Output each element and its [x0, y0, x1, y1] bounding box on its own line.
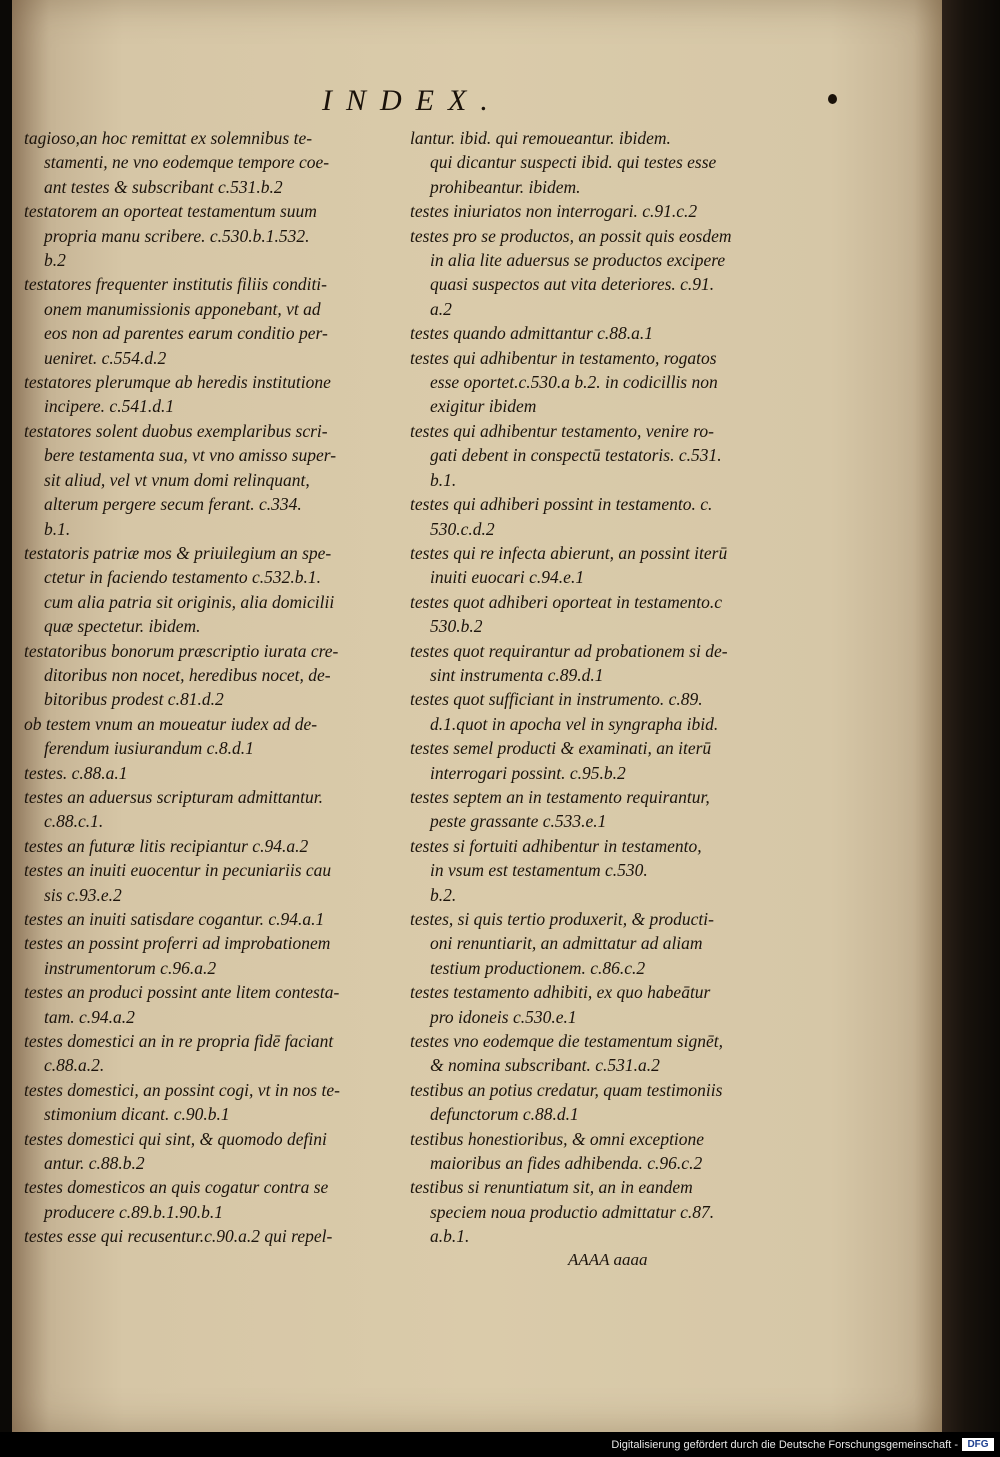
index-entry-line: esse oportet.c.530.a b.2. in codicillis non: [430, 372, 718, 393]
index-entry: [24, 785, 396, 834]
index-entry-line: qui dicantur suspecti ibid. qui testes esse: [430, 152, 717, 173]
index-entry-line: testatores plerumque ab heredis institutione: [24, 372, 331, 393]
index-entry-line: bitoribus prodest c.81.d.2: [44, 689, 224, 710]
index-entry-line: testatores frequenter institutis filiis conditi-: [24, 274, 327, 295]
index-entry-line: stimonium dicant. c.90.b.1: [44, 1104, 230, 1125]
index-entry-line: in vsum est testamentum c.530.: [430, 860, 648, 881]
index-entry-line: alterum pergere secum ferant. c.334.: [44, 494, 302, 515]
index-entry-line: 530.b.2: [430, 616, 483, 637]
index-entry: [24, 126, 396, 199]
index-entry: [24, 907, 396, 931]
index-entry-line: gati debent in conspectū testatoris. c.531.: [430, 445, 722, 466]
index-entry-line: testes domesticos an quis cogatur contra se: [24, 1177, 329, 1198]
index-entry: [410, 541, 790, 590]
index-entry-line: testes quot adhiberi oporteat in testamento.c: [410, 591, 723, 612]
index-entry-line: in alia lite aduersus se productos excipere: [430, 250, 726, 271]
index-entry: [24, 1224, 396, 1248]
index-entry: [410, 419, 790, 492]
index-entry-line: maioribus an fides adhibenda. c.96.c.2: [430, 1153, 703, 1174]
index-entry-line: testes semel producti & examinati, an iterū: [410, 738, 712, 759]
catchword: AAAA aaaa: [568, 1250, 648, 1269]
index-entry: [24, 980, 396, 1029]
index-entry-line: testes quot sufficiant in instrumento. c.89.: [410, 689, 703, 710]
index-entry-line: testatoris patriæ mos & priuilegium an spe-: [24, 542, 332, 563]
index-entry-line: & nomina subscribant. c.531.a.2: [430, 1055, 660, 1076]
index-entry-line: testes an possint proferri ad improbationem: [24, 933, 331, 954]
footer-credit: Digitalisierung gefördert durch die Deutsche Forschungsgemeinschaft -: [611, 1439, 958, 1451]
index-entry-line: sit aliud, vel vt vnum domi relinquant,: [44, 469, 310, 490]
index-entry-line: testes vno eodemque die testamentum signēt,: [410, 1031, 723, 1052]
index-entry: [24, 199, 396, 272]
index-entry: [24, 1175, 396, 1224]
index-entry-line: testibus an potius credatur, quam testimoniis: [410, 1079, 723, 1100]
index-entry-line: ferendum iusiurandum c.8.d.1: [44, 738, 254, 759]
index-entry: [410, 834, 790, 907]
index-entry: [24, 639, 396, 712]
index-entry: [410, 346, 790, 419]
index-entry-line: testes an futuræ litis recipiantur c.94.a.2: [24, 835, 309, 856]
index-entry-line: pro idoneis c.530.e.1: [430, 1006, 577, 1027]
index-entry-line: eos non ad parentes earum conditio per-: [44, 323, 328, 344]
index-entry-line: testes pro se productos, an possit quis eosdem: [410, 225, 732, 246]
index-entry-line: b.1.: [44, 518, 71, 539]
index-entry: [410, 199, 790, 223]
index-entry-line: c.88.c.1.: [44, 811, 104, 832]
index-entry-line: testes testamento adhibiti, ex quo habeātur: [410, 982, 711, 1003]
index-entry-line: 530.c.d.2: [430, 518, 495, 539]
index-entry-line: a.b.1.: [430, 1226, 470, 1247]
index-entry: [410, 639, 790, 688]
index-entry: [24, 419, 396, 541]
footer-bar: [0, 1432, 1000, 1457]
index-entry-line: testes domestici, an possint cogi, vt in nos te-: [24, 1079, 340, 1100]
index-entry: [410, 907, 790, 980]
index-entry: [24, 834, 396, 858]
index-entry-line: testatoribus bonorum præscriptio iurata cre-: [24, 640, 339, 661]
index-entry: [24, 1029, 396, 1078]
index-entry-line: tam. c.94.a.2: [44, 1006, 135, 1027]
index-entry: [410, 687, 790, 736]
index-entry: [410, 492, 790, 541]
index-entry-line: ant testes & subscribant c.531.b.2: [44, 176, 283, 197]
index-entry-line: exigitur ibidem: [430, 396, 537, 417]
index-entry-line: testes septem an in testamento requirantur,: [410, 786, 710, 807]
index-entry-line: testes esse qui recusentur.c.90.a.2 qui repel-: [24, 1226, 333, 1247]
index-entry-line: speciem noua productio admittatur c.87.: [430, 1201, 715, 1222]
index-entry-line: testes iniuriatos non interrogari. c.91.c.2: [410, 201, 698, 222]
index-entry-line: ctetur in faciendo testamento c.532.b.1.: [44, 567, 322, 588]
index-entry-line: testes. c.88.a.1: [24, 762, 128, 783]
index-column-left: [24, 126, 396, 1249]
index-entry: [410, 785, 790, 834]
index-entry: [24, 1078, 396, 1127]
index-entry-line: testibus honestioribus, & omni exceptione: [410, 1128, 705, 1149]
index-entry: [410, 126, 790, 199]
index-entry: [24, 858, 396, 907]
index-column-right: [410, 126, 790, 1249]
index-entry-line: defunctorum c.88.d.1: [430, 1104, 579, 1125]
index-entry-line: testes domestici an in re propria fidē faciant: [24, 1031, 334, 1052]
page-edge-shadow: [942, 0, 1000, 1432]
index-entry: [24, 370, 396, 419]
index-entry-line: testes qui adhibentur in testamento, rogatos: [410, 347, 717, 368]
index-entry-line: ditoribus non nocet, heredibus nocet, de-: [44, 664, 331, 685]
index-entry-line: prohibeantur. ibidem.: [430, 176, 581, 197]
index-entry-line: ueniret. c.554.d.2: [44, 347, 167, 368]
index-entry-line: testes si fortuiti adhibentur in testamento,: [410, 835, 702, 856]
index-entry-line: b.1.: [430, 469, 457, 490]
index-entry: [24, 761, 396, 785]
index-entry-line: testes an aduersus scripturam admittantur.: [24, 786, 323, 807]
index-entry: [410, 224, 790, 322]
ink-mark: [828, 94, 837, 104]
index-entry: [24, 931, 396, 980]
index-entry-line: tagioso,an hoc remittat ex solemnibus te-: [24, 128, 313, 148]
index-entry-line: testatorem an oporteat testamentum suum: [24, 201, 317, 222]
index-entry-line: testes quot requirantur ad probationem si de-: [410, 640, 728, 661]
index-entry-line: a.2: [430, 298, 452, 319]
index-entry: [410, 736, 790, 785]
index-entry-line: b.2: [44, 250, 66, 271]
index-entry-line: producere c.89.b.1.90.b.1: [44, 1201, 224, 1222]
index-entry: [24, 1127, 396, 1176]
index-entry-line: lantur. ibid. qui remoueantur. ibidem.: [410, 128, 671, 148]
index-entry-line: testes qui adhibentur testamento, venire ro-: [410, 420, 714, 441]
index-entry-line: interrogari possint. c.95.b.2: [430, 762, 626, 783]
index-entry-line: testes an inuiti satisdare cogantur. c.94.a.1: [24, 909, 325, 929]
index-entry: [24, 541, 396, 639]
index-entry-line: onem manumissionis apponebant, vt ad: [44, 298, 321, 319]
index-entry: [410, 1029, 790, 1078]
index-entry-line: testibus si renuntiatum sit, an in eandem: [410, 1177, 693, 1198]
index-entry-line: instrumentorum c.96.a.2: [44, 957, 217, 978]
index-entry-line: testes an inuiti euocentur in pecuniariis cau: [24, 860, 332, 881]
index-entry-line: c.88.a.2.: [44, 1055, 105, 1076]
index-entry-line: d.1.quot in apocha vel in syngrapha ibid.: [430, 713, 719, 734]
index-entry-line: sis c.93.e.2: [44, 884, 122, 905]
index-entry-line: bere testamenta sua, vt vno amisso super-: [44, 445, 337, 466]
index-entry-line: inuiti euocari c.94.e.1: [430, 567, 585, 588]
index-entry-line: testes domestici qui sint, & quomodo defini: [24, 1128, 327, 1149]
index-entry-line: quæ spectetur. ibidem.: [44, 616, 201, 637]
index-entry-line: peste grassante c.533.e.1: [430, 811, 607, 832]
index-entry: [410, 980, 790, 1029]
index-entry-line: propria manu scribere. c.530.b.1.532.: [44, 225, 310, 246]
index-entry: [410, 321, 790, 345]
index-entry: [410, 1127, 790, 1176]
index-entry-line: cum alia patria sit originis, alia domicilii: [44, 591, 335, 612]
index-entry-line: stamenti, ne vno eodemque tempore coe-: [44, 152, 330, 173]
index-entry: [24, 272, 396, 370]
index-entry-line: testes quando admittantur c.88.a.1: [410, 323, 654, 344]
index-entry-line: oni renuntiarit, an admittatur ad aliam: [430, 933, 703, 954]
index-entry: [24, 712, 396, 761]
index-entry-line: b.2.: [430, 884, 457, 905]
index-entry-line: sint instrumenta c.89.d.1: [430, 664, 604, 685]
index-entry-line: antur. c.88.b.2: [44, 1153, 145, 1174]
index-entry-line: testium productionem. c.86.c.2: [430, 957, 646, 978]
index-entry: [410, 1078, 790, 1127]
index-entry-line: testes qui re infecta abierunt, an possint iterū: [410, 542, 728, 563]
page-title: INDEX.: [322, 84, 502, 117]
index-entry-line: testatores solent duobus exemplaribus scri-: [24, 420, 328, 441]
index-entry: [410, 590, 790, 639]
index-entry-line: ob testem vnum an moueatur iudex ad de-: [24, 713, 318, 734]
dfg-logo[interactable]: DFG: [962, 1438, 994, 1451]
index-entry-line: quasi suspectos aut vita deteriores. c.91.: [430, 274, 715, 295]
index-entry-line: incipere. c.541.d.1: [44, 396, 175, 417]
index-entry-line: testes, si quis tertio produxerit, & producti-: [410, 909, 714, 929]
index-entry: [410, 1175, 790, 1248]
index-entry-line: testes qui adhiberi possint in testamento. c.: [410, 494, 713, 515]
index-entry-line: testes an produci possint ante litem contesta-: [24, 982, 340, 1003]
